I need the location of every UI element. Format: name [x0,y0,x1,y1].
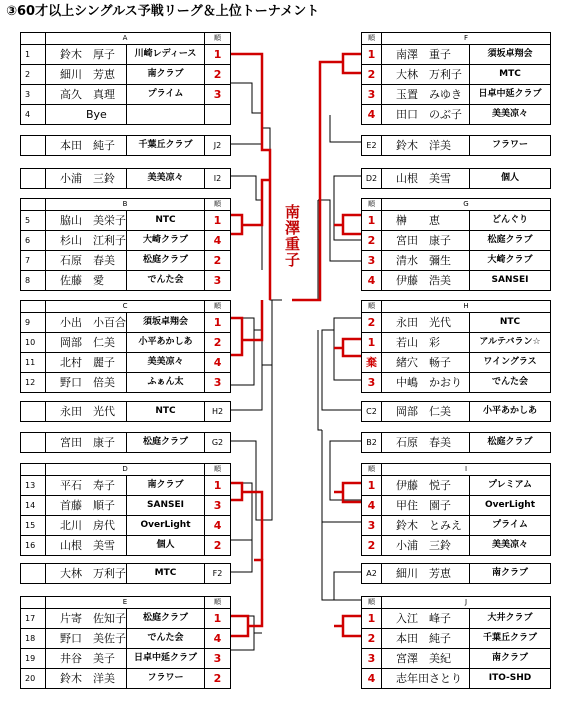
player-name: 玉置 みゆき [382,85,470,105]
player-rank: 1 [205,609,231,629]
player-name: 岡部 仁美 [382,402,470,422]
player-name: 首藤 順子 [46,496,127,516]
player-name: 伊藤 浩美 [382,271,470,291]
table-row [21,271,231,291]
player-club: 小平あかしあ [470,402,551,422]
player-number: 19 [21,649,46,669]
player-name: 小浦 三鈴 [382,536,470,556]
player-name: 井谷 美子 [46,649,127,669]
league-group-table [20,300,231,393]
player-number: 1 [21,45,46,65]
seed-code: B2 [362,433,382,453]
player-club: でんた会 [470,373,551,393]
player-name: 田口 のぶ子 [382,105,470,125]
player-club: 川崎レディース [127,45,205,65]
player-number: 8 [21,271,46,291]
table-row [21,353,231,373]
player-name: 野口 美佐子 [46,629,127,649]
player-club: どんぐり [470,211,551,231]
table-row [362,649,551,669]
table-row [362,536,551,556]
bracket-line [322,430,361,522]
player-rank: 2 [362,536,382,556]
seed-row-table [20,401,231,422]
player-rank: 4 [362,105,382,125]
table-row [21,373,231,393]
player-number: 17 [21,609,46,629]
player-rank: 3 [205,496,231,516]
player-name: 大林 万利子 [46,564,127,584]
player-rank: 3 [205,649,231,669]
player-number: 3 [21,85,46,105]
table-row [21,516,231,536]
player-name: 佐藤 愛 [46,271,127,291]
group-label: A [46,33,205,45]
player-number: 20 [21,669,46,689]
player-rank: 1 [362,476,382,496]
player-name: 脇山 美栄子 [46,211,127,231]
player-name: 若山 彩 [382,333,470,353]
table-row [362,211,551,231]
player-rank: 2 [205,251,231,271]
player-club: 個人 [127,536,205,556]
table-row [21,433,231,453]
player-rank: 3 [362,251,382,271]
rank-header: 順 [205,33,231,45]
player-name: 清水 彌生 [382,251,470,271]
table-row [362,271,551,291]
player-name: 石原 春美 [46,251,127,271]
seed-code: G2 [205,433,231,453]
table-row [362,333,551,353]
table-row [362,476,551,496]
player-name: 鈴木 とみえ [382,516,470,536]
seed-row-table [361,432,551,453]
player-club: プレミアム [470,476,551,496]
player-rank: 1 [362,333,382,353]
seed-code: D2 [362,169,382,189]
player-number: 13 [21,476,46,496]
player-name: 北村 麗子 [46,353,127,373]
bracket-line [230,441,262,600]
player-rank: 3 [362,373,382,393]
table-row [21,564,231,584]
bracket-line [262,245,282,520]
table-row [21,669,231,689]
player-club: 南クラブ [127,476,205,496]
league-group-table [361,300,551,393]
player-name: 甲住 園子 [382,496,470,516]
player-club: 松庭クラブ [470,231,551,251]
player-name: 山根 美雪 [382,169,470,189]
bracket-line [318,200,361,261]
player-club [127,105,205,125]
player-club: 千葉丘クラブ [127,136,205,156]
player-name: 細川 芳恵 [382,564,470,584]
player-rank: 1 [205,476,231,496]
player-rank: 2 [362,629,382,649]
player-rank: 1 [205,313,231,333]
table-row [21,649,231,669]
player-name: 野口 倍美 [46,373,127,393]
player-name: 伊藤 悦子 [382,476,470,496]
player-rank: 棄 [362,353,382,373]
seed-code: E2 [362,136,382,156]
group-label: E [46,597,205,609]
player-rank: 3 [205,85,231,105]
seed-row-table [20,432,231,453]
player-club: 須坂卓翔会 [127,313,205,333]
table-row [21,211,231,231]
player-name: 小出 小百合 [46,313,127,333]
player-club: OverLight [470,496,551,516]
table-row [21,251,231,271]
bracket-line [230,176,262,270]
table-row [362,402,551,422]
player-name: 本田 純子 [46,136,127,156]
table-row [362,564,551,584]
player-name: 岡部 仁美 [46,333,127,353]
seed-code: H2 [205,402,231,422]
league-group-table [361,32,551,125]
winner-path-line [230,560,262,636]
table-row [362,85,551,105]
player-name: 山根 美雪 [46,536,127,556]
player-club: MTC [470,65,551,85]
player-club: 松庭クラブ [127,251,205,271]
player-club: 小平あかしあ [127,333,205,353]
player-rank: 2 [205,333,231,353]
player-rank: 4 [362,669,382,689]
player-club: ふぁん太 [127,373,205,393]
rank-header: 順 [362,597,382,609]
player-club: アルテバラン☆ [470,333,551,353]
bracket-line [322,318,361,410]
table-row [362,373,551,393]
player-club: NTC [127,402,205,422]
group-label: C [46,301,205,313]
player-rank: 4 [362,271,382,291]
league-group-table [20,198,231,291]
table-row [362,433,551,453]
player-rank: 2 [362,65,382,85]
table-row [362,629,551,649]
player-rank: 3 [362,516,382,536]
table-row [21,402,231,422]
player-club: プライム [470,516,551,536]
player-rank: 4 [362,496,382,516]
seed-row-table [361,168,551,189]
player-club: 美美凉々 [470,105,551,125]
player-name: 永田 光代 [46,402,127,422]
table-row [21,313,231,333]
seed-row-table [20,135,231,156]
seed-row-table [20,563,231,584]
seed-row-table [361,401,551,422]
table-row [21,536,231,556]
player-name: 平石 寿子 [46,476,127,496]
seed-row-table [361,135,551,156]
player-number: 4 [21,105,46,125]
table-row [362,105,551,125]
player-name: 杉山 江利子 [46,231,127,251]
player-rank: 2 [362,231,382,251]
player-rank: 4 [205,231,231,251]
seed-code: J2 [205,136,231,156]
player-name: 南澤 重子 [382,45,470,65]
player-club: ワイングラス [470,353,551,373]
player-club: NTC [470,313,551,333]
rank-header: 順 [362,301,382,313]
group-label: H [382,301,551,313]
player-number: 16 [21,536,46,556]
rank-header: 順 [362,33,382,45]
player-name: Bye [46,105,127,125]
player-number: 12 [21,373,46,393]
table-row [21,333,231,353]
winner-path-line [230,300,262,355]
player-name: 細川 芳恵 [46,65,127,85]
bracket-line [230,83,262,144]
group-label: B [46,199,205,211]
player-rank: 2 [205,669,231,689]
league-group-table [20,596,231,689]
player-club: SANSEI [470,271,551,291]
player-name: 宮田 康子 [382,231,470,251]
player-name: 永田 光代 [382,313,470,333]
player-club: 松庭クラブ [127,609,205,629]
bracket-line [262,300,272,365]
seed-row-table [361,563,551,584]
player-rank: 1 [362,45,382,65]
table-row [21,105,231,125]
table-row [21,85,231,105]
winner-path-line [334,339,361,356]
player-club: 日卓中延クラブ [127,649,205,669]
player-rank: 4 [205,353,231,373]
table-row [21,476,231,496]
player-club: 大崎クラブ [470,251,551,271]
player-rank: 3 [205,373,231,393]
player-club: 美美凉々 [470,536,551,556]
player-name: 緒穴 畅子 [382,353,470,373]
table-row [362,251,551,271]
player-rank: 2 [362,313,382,333]
player-name: 榊 恵 [382,211,470,231]
winner-path-line [334,215,361,234]
player-name: 小浦 三鈴 [46,169,127,189]
league-group-table [20,463,231,556]
winner-path-line [334,616,361,636]
player-club: 松庭クラブ [470,433,551,453]
table-row [21,231,231,251]
table-row [21,609,231,629]
player-club: 千葉丘クラブ [470,629,551,649]
table-row [362,516,551,536]
player-rank [205,105,231,125]
player-number: 6 [21,231,46,251]
table-row [21,496,231,516]
player-rank: 3 [205,271,231,291]
player-number: 5 [21,211,46,231]
player-number: 14 [21,496,46,516]
player-number: 9 [21,313,46,333]
group-label: D [46,464,205,476]
table-row [362,45,551,65]
player-club: 南クラブ [470,564,551,584]
player-club: 美美凉々 [127,169,205,189]
player-club: 須坂卓翔会 [470,45,551,65]
table-row [21,169,231,189]
winner-path-line [334,483,361,502]
rank-header: 順 [205,199,231,211]
player-name: 大林 万利子 [382,65,470,85]
player-rank: 1 [205,211,231,231]
seed-code: I2 [205,169,231,189]
player-club: 南クラブ [470,649,551,669]
table-row [362,169,551,189]
champion-name: 南澤重子 [283,204,301,268]
player-number: 18 [21,629,46,649]
player-name: 志年田さとり [382,669,470,689]
player-number: 11 [21,353,46,373]
winner-path-line [292,54,361,300]
player-number: 2 [21,65,46,85]
player-rank: 1 [362,609,382,629]
rank-header: 順 [205,464,231,476]
player-rank: 2 [205,536,231,556]
league-group-table [361,198,551,291]
rank-header: 順 [362,464,382,476]
group-label: G [382,199,551,211]
table-row [21,136,231,156]
group-label: I [382,464,551,476]
player-name: 高久 真理 [46,85,127,105]
table-row [362,496,551,516]
player-name: 中嶋 かおり [382,373,470,393]
player-club: ITO-SHD [470,669,551,689]
player-name: 鈴木 洋美 [382,136,470,156]
player-club: でんた会 [127,629,205,649]
player-name: 石原 春美 [382,433,470,453]
player-name: 鈴木 洋美 [46,669,127,689]
winner-path-line [230,483,262,520]
player-number: 15 [21,516,46,536]
player-name: 入江 峰子 [382,609,470,629]
player-name: 鈴木 厚子 [46,45,127,65]
seed-row-table [20,168,231,189]
table-row [362,609,551,629]
table-row [362,669,551,689]
player-name: 本田 純子 [382,629,470,649]
player-club: 大崎クラブ [127,231,205,251]
table-row [21,65,231,85]
player-club: 大井クラブ [470,609,551,629]
group-label: J [382,597,551,609]
player-name: 片寄 佐知子 [46,609,127,629]
player-name: 北川 房代 [46,516,127,536]
player-club: SANSEI [127,496,205,516]
player-club: 南クラブ [127,65,205,85]
player-club: MTC [127,564,205,584]
bracket-line [230,616,262,650]
player-number: 7 [21,251,46,271]
page-title: ③60才以上シングルス予戦リーグ＆上位トーナメント [6,4,320,19]
rank-header: 順 [205,597,231,609]
group-label: F [382,33,551,45]
bracket-line [230,318,262,410]
table-row [21,629,231,649]
winner-path-line [230,180,270,234]
player-rank: 1 [362,211,382,231]
bracket-line [334,572,361,600]
player-club: 松庭クラブ [127,433,205,453]
player-club: OverLight [127,516,205,536]
seed-code: C2 [362,402,382,422]
player-rank: 2 [205,65,231,85]
player-club: プライム [127,85,205,105]
player-club: フラワー [127,669,205,689]
rank-header: 順 [362,199,382,211]
table-row [362,353,551,373]
table-row [362,313,551,333]
table-row [21,45,231,65]
league-group-table [361,596,551,689]
player-rank: 1 [205,45,231,65]
seed-code: A2 [362,564,382,584]
player-name: 宮澤 美紀 [382,649,470,669]
player-club: NTC [127,211,205,231]
league-group-table [20,32,231,125]
player-rank: 4 [205,516,231,536]
table-row [362,136,551,156]
seed-code: F2 [205,564,231,584]
player-club: 日卓中延クラブ [470,85,551,105]
rank-header: 順 [205,301,231,313]
player-rank: 3 [362,85,382,105]
player-club: 美美凉々 [127,353,205,373]
bracket-line [322,430,334,600]
player-club: でんた会 [127,271,205,291]
player-number: 10 [21,333,46,353]
bracket-line [330,115,361,240]
table-row [362,65,551,85]
table-row [362,231,551,251]
player-club: 個人 [470,169,551,189]
player-rank: 4 [205,629,231,649]
player-rank: 3 [362,649,382,669]
player-name: 宮田 康子 [46,433,127,453]
player-club: フラワー [470,136,551,156]
league-group-table [361,463,551,556]
